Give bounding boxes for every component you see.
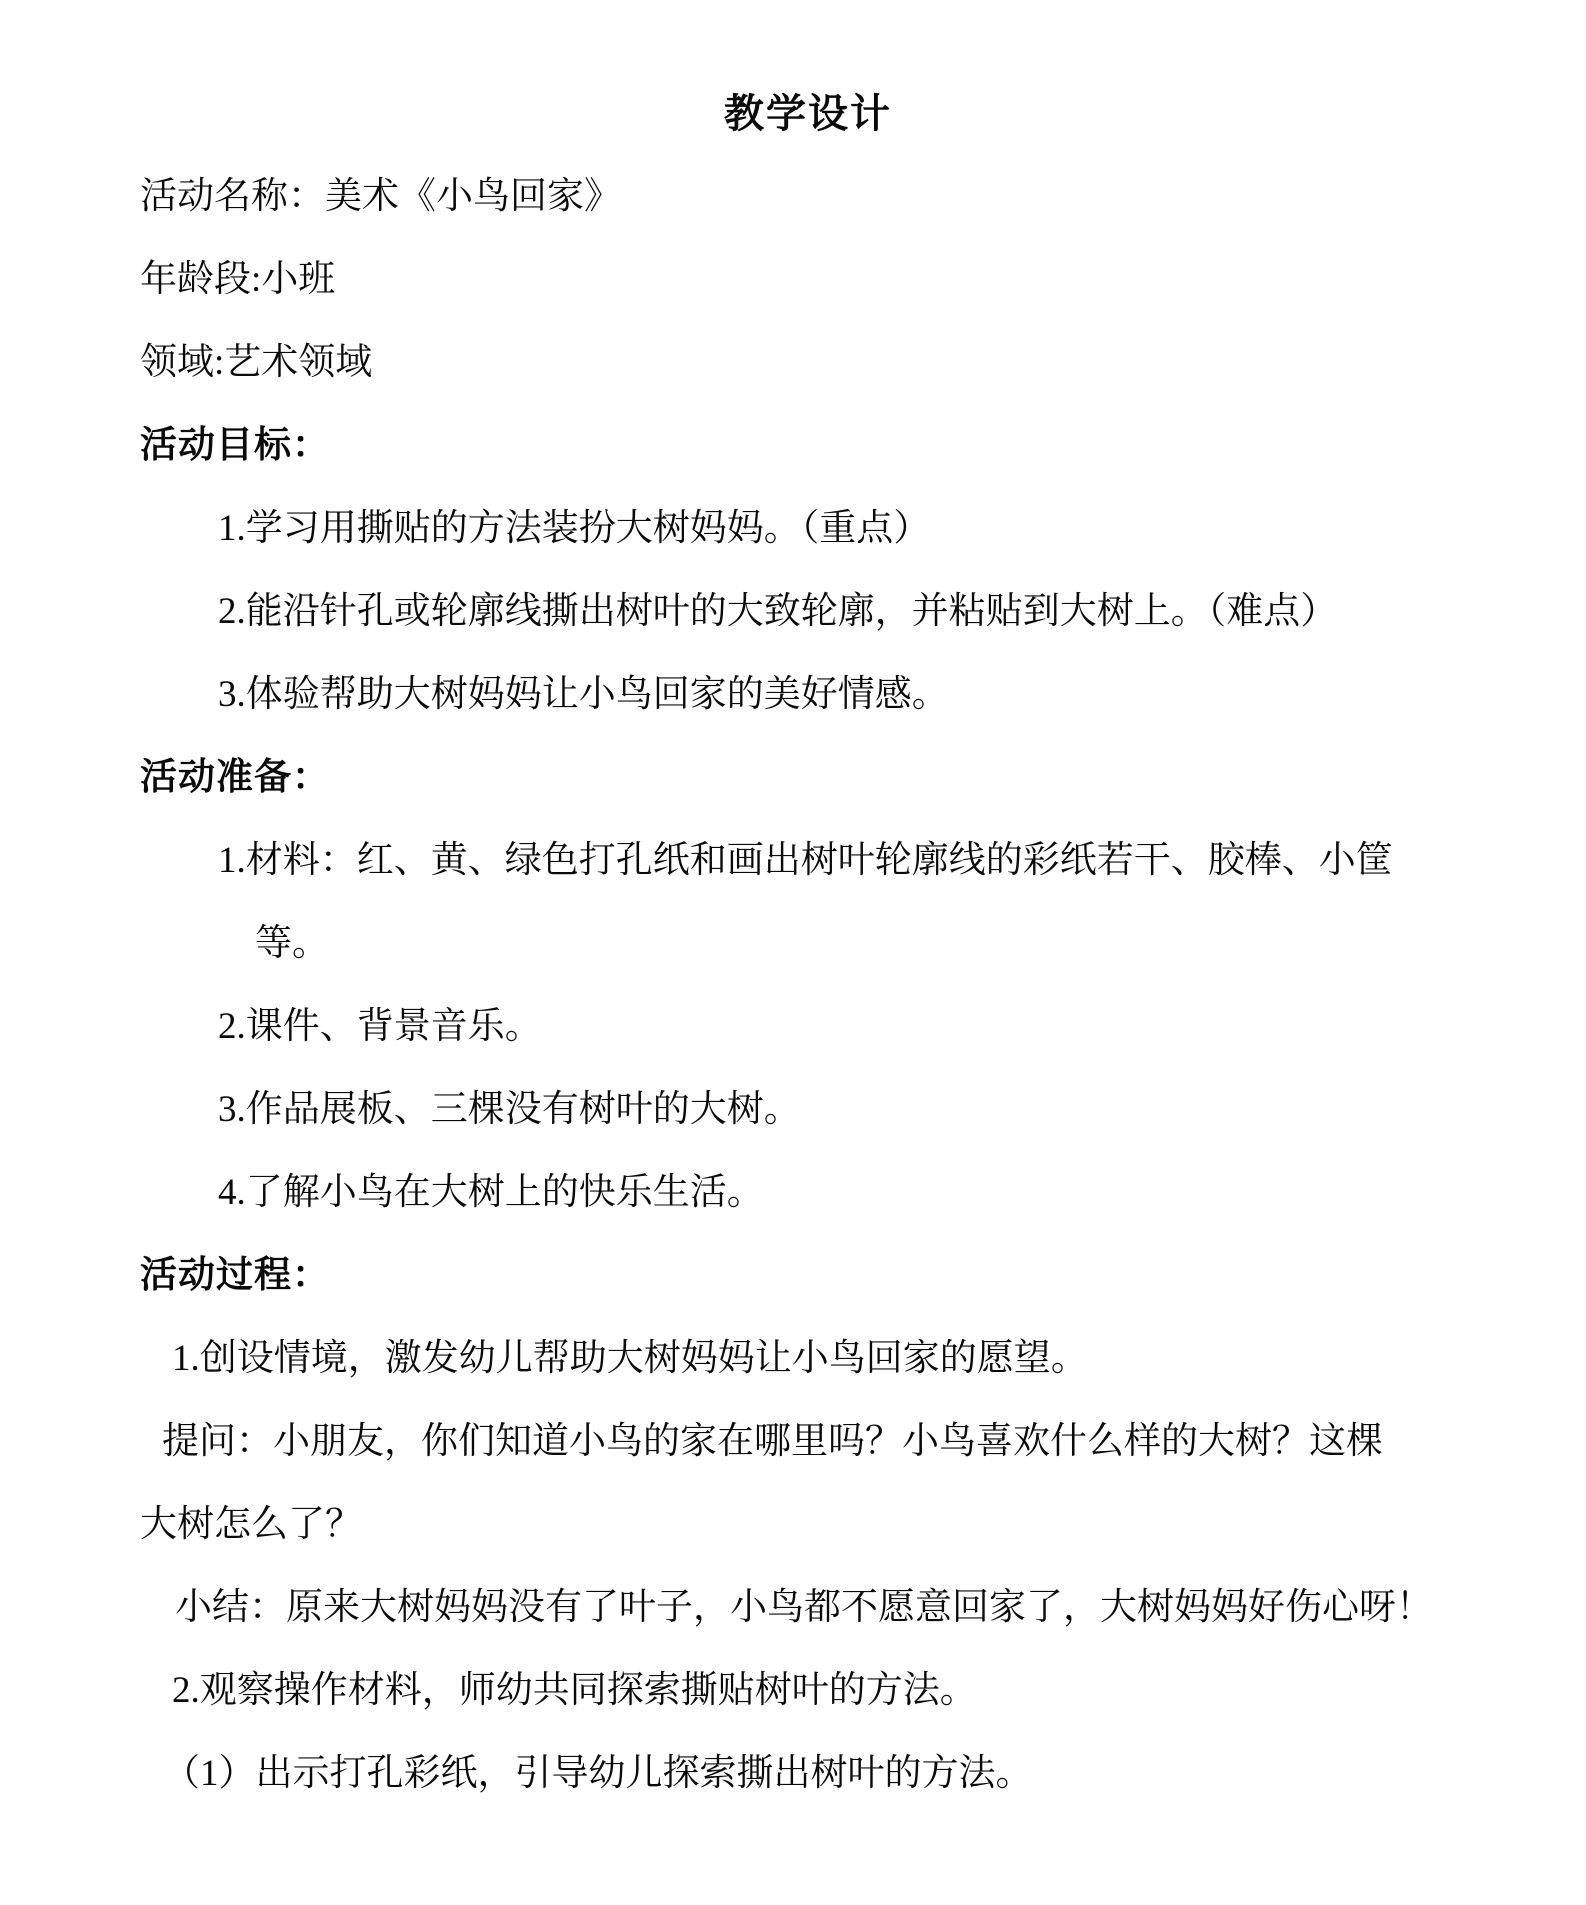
process-step-2-substep-1: （1）出示打孔彩纸，引导幼儿探索撕出树叶的方法。 bbox=[163, 1753, 1033, 1794]
goal-item-2: 2.能沿针孔或轮廓线撕出树叶的大致轮廓，并粘贴到大树上。（难点） bbox=[218, 591, 1338, 632]
preparation-item-1-continuation: 等。 bbox=[255, 923, 329, 964]
document-title: 教学设计 bbox=[724, 91, 892, 136]
preparation-item-4: 4.了解小鸟在大树上的快乐生活。 bbox=[218, 1172, 764, 1213]
goal-item-3: 3.体验帮助大树妈妈让小鸟回家的美好情感。 bbox=[218, 674, 949, 715]
preparation-item-1: 1.材料：红、黄、绿色打孔纸和画出树叶轮廓线的彩纸若干、胶棒、小筐 bbox=[218, 840, 1393, 881]
goal-item-1: 1.学习用撕贴的方法装扮大树妈妈。（重点） bbox=[218, 508, 931, 549]
process-section-heading: 活动过程： bbox=[140, 1255, 330, 1296]
goals-section-heading: 活动目标： bbox=[140, 425, 330, 466]
age-group-line: 年龄段:小班 bbox=[140, 259, 336, 300]
process-question-continuation: 大树怎么了？ bbox=[140, 1504, 362, 1545]
field-line: 领域:艺术领域 bbox=[140, 342, 373, 383]
process-question-line: 提问：小朋友，你们知道小鸟的家在哪里吗？小鸟喜欢什么样的大树？这棵 bbox=[162, 1421, 1383, 1462]
preparation-section-heading: 活动准备： bbox=[140, 757, 330, 798]
preparation-item-3: 3.作品展板、三棵没有树叶的大树。 bbox=[218, 1089, 801, 1130]
process-summary-line: 小结：原来大树妈妈没有了叶子，小鸟都不愿意回家了，大树妈妈好伤心呀！ bbox=[175, 1587, 1433, 1628]
activity-name-line: 活动名称：美术《小鸟回家》 bbox=[140, 176, 621, 217]
process-step-1: 1.创设情境，激发幼儿帮助大树妈妈让小鸟回家的愿望。 bbox=[172, 1338, 1088, 1379]
process-step-2: 2.观察操作材料，师幼共同探索撕贴树叶的方法。 bbox=[172, 1670, 977, 1711]
preparation-item-2: 2.课件、背景音乐。 bbox=[218, 1006, 542, 1047]
